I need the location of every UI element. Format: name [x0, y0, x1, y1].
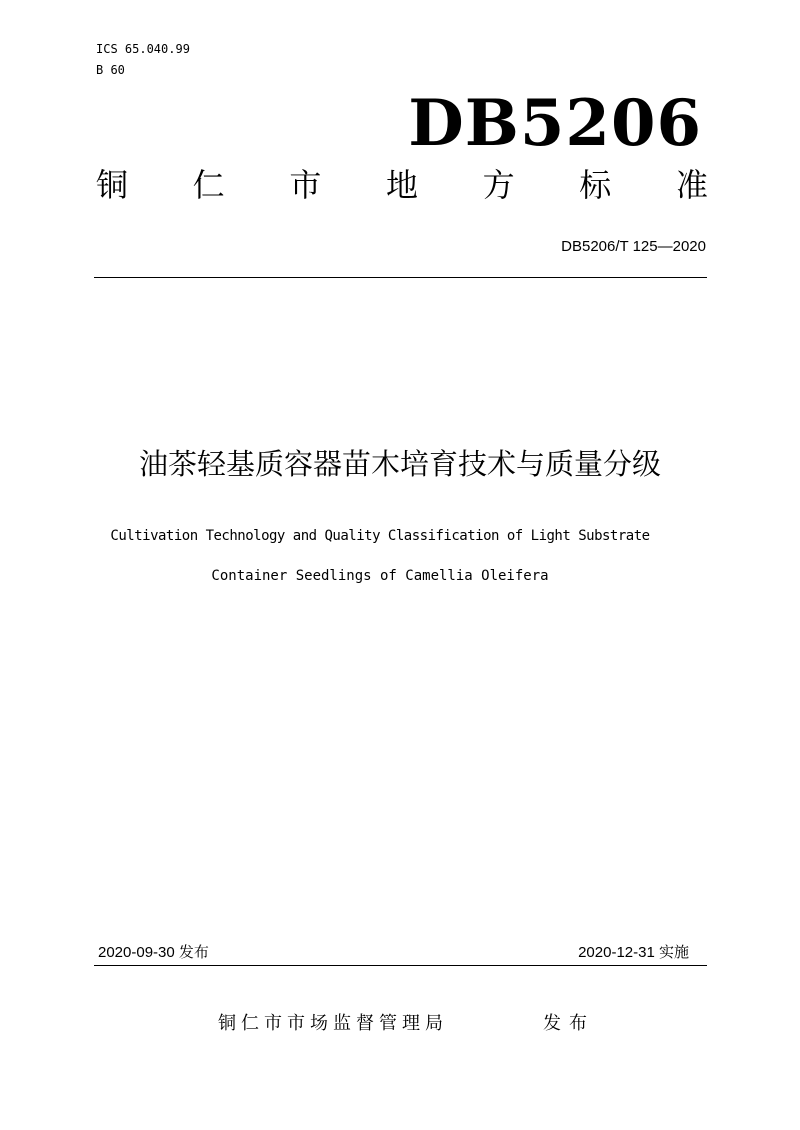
issue-date: 2020-09-30 发布 — [98, 944, 209, 961]
header-divider — [94, 277, 707, 278]
standard-type-char: 铜 — [96, 166, 129, 204]
ics-code: ICS 65.040.99 — [96, 42, 190, 56]
standard-type-char: 准 — [675, 166, 708, 204]
title-english-line1: Cultivation Technology and Quality Classification of Light Substrate — [110, 528, 650, 544]
standard-type — [96, 165, 708, 205]
standard-type-char: 市 — [289, 166, 322, 204]
ccs-code: B 60 — [96, 63, 125, 77]
title-chinese: 油茶轻基质容器苗木培育技术与质量分级 — [138, 447, 661, 481]
publisher: 铜仁市市场监督管理局 — [218, 1013, 448, 1034]
standard-type-char: 方 — [482, 166, 515, 204]
standard-type-char: 仁 — [192, 166, 225, 204]
standard-type-char: 地 — [385, 166, 418, 204]
title-english-line2: Container Seedlings of Camellia Oleifera — [211, 568, 549, 584]
publish-word: 发布 — [543, 1013, 595, 1034]
implementation-date: 2020-12-31 实施 — [578, 944, 689, 961]
footer-divider — [94, 965, 707, 966]
db-code: DB5206 — [408, 86, 702, 161]
standard-number: DB5206/T 125—2020 — [561, 238, 706, 255]
standard-type-char: 标 — [579, 166, 612, 204]
